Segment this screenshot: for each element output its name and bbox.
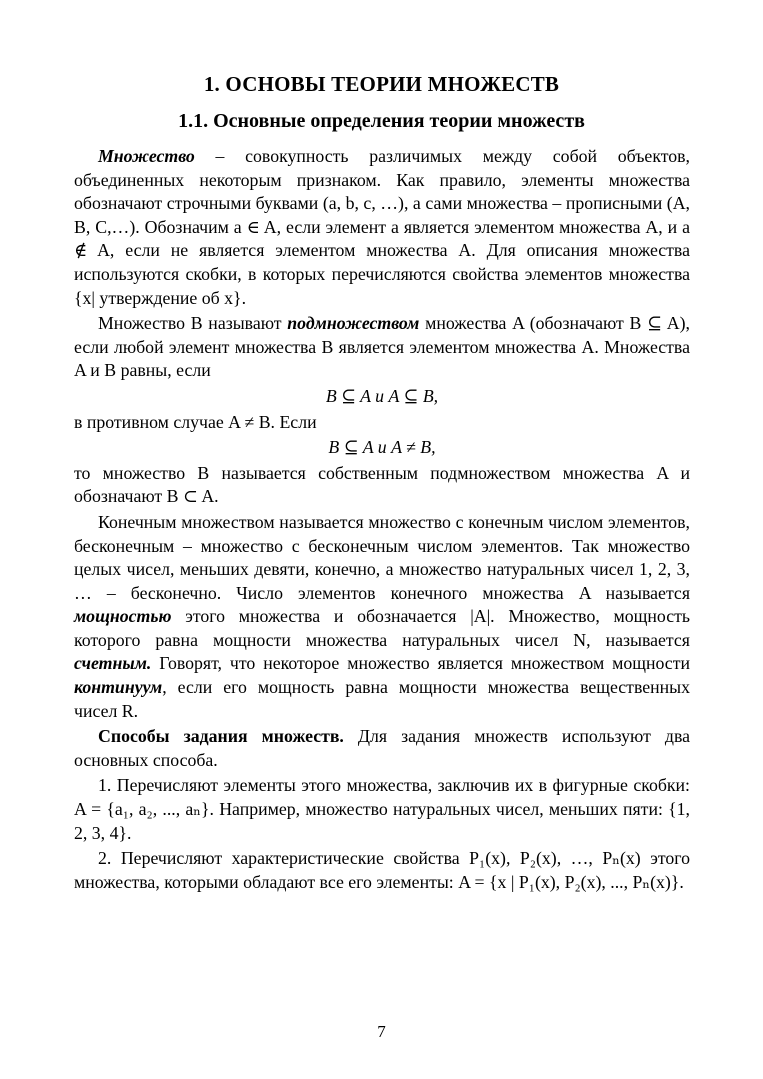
paragraph-method-1: 1. Перечисляют элементы этого множества, заключив их в фигурные скобки: A = {a₁, a₂, ..., aₙ}. Например, множество натуральных чисел, меньших пяти: {1, 2, 3, 4}. xyxy=(74,775,690,843)
paragraph-cardinality xyxy=(74,511,690,723)
paragraph-text: – совокупность различимых между собой объектов, объединенных некоторым признаком. Как правило, элементы множества обозначают строчными буквами (a, b, c, …), а сами множества – прописными (A, B, C,…). Обозначим a ∈ A, если элемент a является элементом множества A, и a ∉ A, если не является элементом множества A. Для описания множества используются скобки, в которых перечисляются свойства элементов множества {x| утверждение об x}. xyxy=(74,146,690,308)
section-title: 1.1. Основные определения теории множеств xyxy=(178,110,585,132)
paragraph-text: Для задания множеств используют два основных способа. xyxy=(74,726,690,770)
term-cardinality: мощностью xyxy=(74,606,172,627)
paragraph-definition-set xyxy=(74,145,690,310)
formula-equality: B ⊆ A и A ⊆ B, xyxy=(325,385,439,406)
paragraph-method-2: 2. Перечисляют характеристические свойства P₁(x), P₂(x), …, Pₙ(x) этого множества, которыми обладают все его элементы: A = {x | P₁(x), P₂(x), ..., Pₙ(x)}. xyxy=(74,848,690,892)
paragraph-text: , если его мощность равна мощности множества вещественных чисел R. xyxy=(74,677,690,721)
paragraph-text: этого множества и обозначается |A|. Множество, мощность которого равна мощности множества натуральных чисел N, называется xyxy=(74,606,690,650)
body-text xyxy=(74,145,690,894)
term-subset: подмножеством xyxy=(287,313,420,334)
paragraph-text: Конечным множеством называется множество с конечным числом элементов, бесконечным – множество с бесконечным числом элементов. Так множество целых чисел, меньших девяти, конечно, а множество натуральных чисел 1, 2, 3, … – бесконечно. Число элементов конечного множества A называется xyxy=(74,511,690,603)
paragraph-methods xyxy=(74,725,690,772)
page-number: 7 xyxy=(377,1022,386,1041)
paragraph-text: множества A (обозначают B ⊆ A), если любой элемент множества B является элементом множества A. Множества A и B равны, если xyxy=(74,313,690,381)
term-set: Множество xyxy=(98,146,195,166)
formula-proper-subset: B ⊆ A и A ≠ B, xyxy=(328,437,436,458)
term-continuum: континуум xyxy=(74,677,163,698)
paragraph-text: Множество B называют xyxy=(98,313,288,334)
term-countable: счетным. xyxy=(74,653,152,674)
paragraph-text: Говорят, что некоторое множество является множеством мощности xyxy=(151,653,690,674)
paragraph-proper-subset: то множество B называется собственным подмножеством множества A и обозначают B ⊂ A. xyxy=(74,462,690,507)
paragraph-subset xyxy=(74,312,690,383)
paragraph-otherwise: в противном случае A ≠ B. Если xyxy=(74,411,317,432)
term-methods: Способы задания множеств. xyxy=(98,726,344,747)
chapter-title: 1. ОСНОВЫ ТЕОРИИ МНОЖЕСТВ xyxy=(203,72,560,96)
